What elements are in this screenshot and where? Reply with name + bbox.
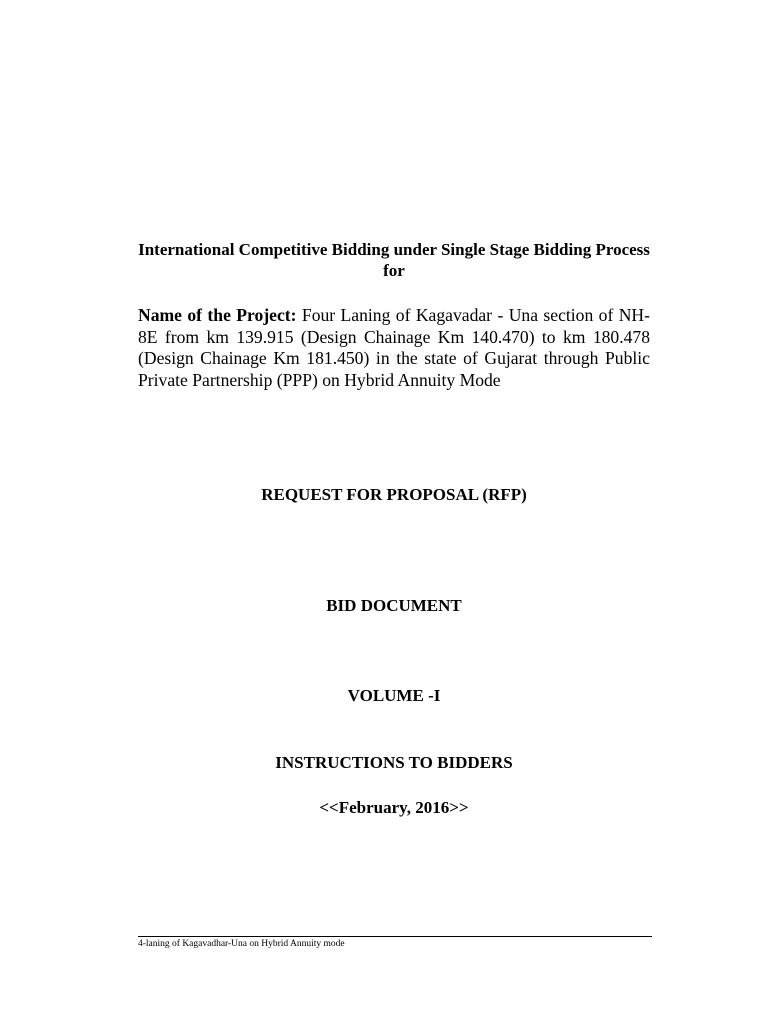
footer-text: 4-laning of Kagavadhar-Una on Hybrid Annuity mode <box>138 939 345 949</box>
instructions-title: INSTRUCTIONS TO BIDDERS <box>275 753 513 772</box>
project-description: Four Laning of Kagavadar - Una section of NH-8E from km 139.915 (Design Chainage Km 140.470) to km 180.478 (Design Chainage Km 181.450) in the state of Gujarat through Public Private Partnership (PPP) on Hybrid Annuity Mode <box>138 305 650 390</box>
bid-document-title: BID DOCUMENT <box>326 596 462 615</box>
rfp-title: REQUEST FOR PROPOSAL (RFP) <box>261 485 527 504</box>
project-paragraph <box>138 305 650 391</box>
document-heading: International Competitive Bidding under Single Stage Bidding Process for <box>138 240 650 280</box>
project-label: Name of the Project: <box>138 305 297 325</box>
footer-divider <box>138 936 652 937</box>
volume-title: VOLUME -I <box>347 686 441 705</box>
document-date: <<February, 2016>> <box>319 798 469 817</box>
